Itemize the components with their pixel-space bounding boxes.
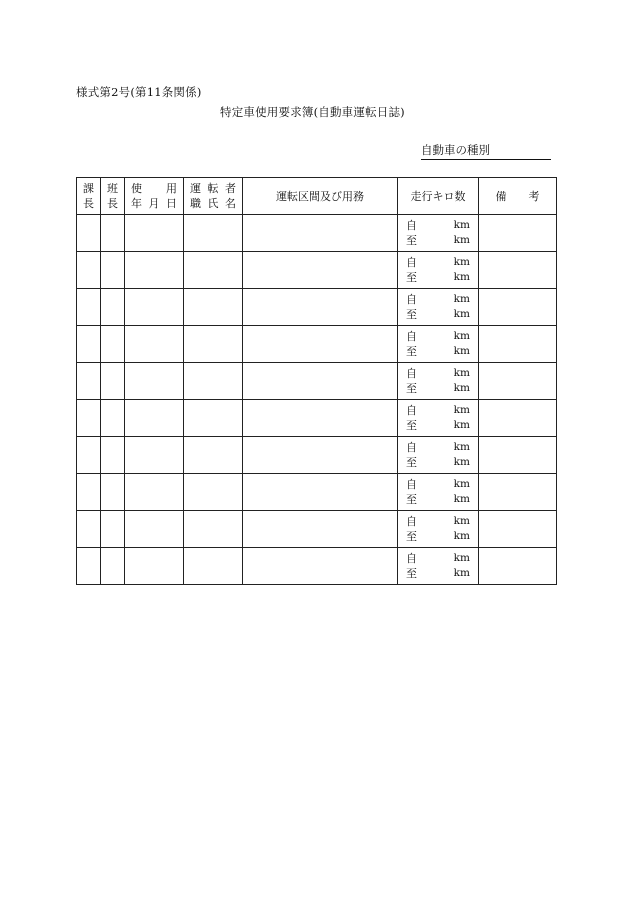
table-row <box>77 215 557 252</box>
cell-usage-date[interactable] <box>125 252 184 289</box>
cell-section-chief-seal[interactable] <box>77 215 101 252</box>
km-unit: km <box>453 330 470 342</box>
header-route-purpose: 運転区間及び用務 <box>243 178 398 215</box>
distance-from <box>406 477 470 492</box>
cell-remarks[interactable] <box>479 363 557 400</box>
cell-group-chief-seal[interactable] <box>101 215 125 252</box>
km-unit: km <box>453 256 470 268</box>
cell-route-purpose[interactable] <box>243 252 398 289</box>
distance-from-label: 自 <box>406 367 417 380</box>
cell-route-purpose[interactable] <box>243 326 398 363</box>
cell-remarks[interactable] <box>479 548 557 585</box>
cell-distance[interactable] <box>398 215 479 252</box>
cell-usage-date[interactable] <box>125 474 184 511</box>
cell-group-chief-seal[interactable] <box>101 474 125 511</box>
cell-group-chief-seal[interactable] <box>101 437 125 474</box>
distance-to-label: 至 <box>406 345 417 358</box>
cell-usage-date[interactable] <box>125 289 184 326</box>
cell-section-chief-seal[interactable] <box>77 363 101 400</box>
form-number: 様式第2号(第11条関係) <box>76 85 202 99</box>
cell-remarks[interactable] <box>479 400 557 437</box>
cell-section-chief-seal[interactable] <box>77 400 101 437</box>
cell-driver[interactable] <box>184 289 243 326</box>
vehicle-type-label: 自動車の種別 <box>421 143 490 157</box>
distance-to-label: 至 <box>406 493 417 506</box>
distance-to <box>406 418 470 433</box>
cell-group-chief-seal[interactable] <box>101 326 125 363</box>
km-unit: km <box>453 515 470 527</box>
table-header-row <box>77 178 557 215</box>
cell-driver[interactable] <box>184 326 243 363</box>
distance-to-label: 至 <box>406 234 417 247</box>
header-distance: 走行キロ数 <box>398 178 479 215</box>
cell-section-chief-seal[interactable] <box>77 252 101 289</box>
distance-to <box>406 492 470 507</box>
distance-to-label: 至 <box>406 271 417 284</box>
distance-from-label: 自 <box>406 441 417 454</box>
cell-group-chief-seal[interactable] <box>101 363 125 400</box>
distance-from-label: 自 <box>406 293 417 306</box>
km-unit: km <box>453 404 470 416</box>
vehicle-type-field[interactable] <box>421 142 551 160</box>
cell-section-chief-seal[interactable] <box>77 548 101 585</box>
km-unit: km <box>453 567 470 579</box>
cell-group-chief-seal[interactable] <box>101 400 125 437</box>
cell-usage-date[interactable] <box>125 437 184 474</box>
header-driver: 運 転 者 職 氏 名 <box>184 178 243 215</box>
cell-remarks[interactable] <box>479 326 557 363</box>
distance-to <box>406 307 470 322</box>
cell-driver[interactable] <box>184 215 243 252</box>
table-row <box>77 252 557 289</box>
cell-route-purpose[interactable] <box>243 215 398 252</box>
cell-distance[interactable] <box>398 548 479 585</box>
distance-from <box>406 514 470 529</box>
document-title: 特定車使用要求簿(自動車運転日誌) <box>220 105 405 119</box>
distance-from <box>406 218 470 233</box>
km-unit: km <box>453 530 470 542</box>
cell-distance[interactable] <box>398 511 479 548</box>
cell-distance[interactable] <box>398 474 479 511</box>
table-row <box>77 400 557 437</box>
distance-from <box>406 403 470 418</box>
cell-route-purpose[interactable] <box>243 400 398 437</box>
cell-remarks[interactable] <box>479 289 557 326</box>
cell-section-chief-seal[interactable] <box>77 437 101 474</box>
cell-usage-date[interactable] <box>125 363 184 400</box>
distance-from <box>406 255 470 270</box>
km-unit: km <box>453 493 470 505</box>
cell-distance[interactable] <box>398 363 479 400</box>
km-unit: km <box>453 382 470 394</box>
cell-driver[interactable] <box>184 437 243 474</box>
cell-remarks[interactable] <box>479 252 557 289</box>
cell-distance[interactable] <box>398 289 479 326</box>
cell-remarks[interactable] <box>479 437 557 474</box>
cell-driver[interactable] <box>184 363 243 400</box>
km-unit: km <box>453 293 470 305</box>
km-unit: km <box>453 271 470 283</box>
distance-to <box>406 455 470 470</box>
cell-remarks[interactable] <box>479 474 557 511</box>
distance-from <box>406 551 470 566</box>
header-group-chief: 班 長 <box>101 178 125 215</box>
cell-driver[interactable] <box>184 548 243 585</box>
distance-from-label: 自 <box>406 404 417 417</box>
cell-route-purpose[interactable] <box>243 548 398 585</box>
km-unit: km <box>453 367 470 379</box>
table-row <box>77 289 557 326</box>
table-row <box>77 474 557 511</box>
distance-from-label: 自 <box>406 552 417 565</box>
cell-route-purpose[interactable] <box>243 511 398 548</box>
distance-to-label: 至 <box>406 382 417 395</box>
km-unit: km <box>453 345 470 357</box>
cell-distance[interactable] <box>398 326 479 363</box>
distance-from <box>406 440 470 455</box>
cell-usage-date[interactable] <box>125 326 184 363</box>
cell-usage-date[interactable] <box>125 511 184 548</box>
distance-to <box>406 566 470 581</box>
km-unit: km <box>453 552 470 564</box>
distance-to-label: 至 <box>406 419 417 432</box>
cell-distance[interactable] <box>398 400 479 437</box>
table-row <box>77 548 557 585</box>
cell-route-purpose[interactable] <box>243 474 398 511</box>
cell-section-chief-seal[interactable] <box>77 474 101 511</box>
cell-remarks[interactable] <box>479 215 557 252</box>
table-row <box>77 363 557 400</box>
cell-usage-date[interactable] <box>125 548 184 585</box>
cell-usage-date[interactable] <box>125 400 184 437</box>
cell-section-chief-seal[interactable] <box>77 326 101 363</box>
cell-group-chief-seal[interactable] <box>101 252 125 289</box>
km-unit: km <box>453 419 470 431</box>
distance-to <box>406 233 470 248</box>
distance-from-label: 自 <box>406 219 417 232</box>
distance-to-label: 至 <box>406 456 417 469</box>
cell-driver[interactable] <box>184 252 243 289</box>
header-remarks: 備 考 <box>479 178 557 215</box>
km-unit: km <box>453 234 470 246</box>
cell-remarks[interactable] <box>479 511 557 548</box>
distance-from-label: 自 <box>406 330 417 343</box>
header-section-chief: 課 長 <box>77 178 101 215</box>
cell-section-chief-seal[interactable] <box>77 289 101 326</box>
km-unit: km <box>453 441 470 453</box>
distance-from-label: 自 <box>406 515 417 528</box>
header-usage-date: 使 用 年 月 日 <box>125 178 184 215</box>
distance-to <box>406 381 470 396</box>
cell-driver[interactable] <box>184 511 243 548</box>
cell-section-chief-seal[interactable] <box>77 511 101 548</box>
cell-route-purpose[interactable] <box>243 289 398 326</box>
table-row <box>77 511 557 548</box>
cell-route-purpose[interactable] <box>243 363 398 400</box>
cell-group-chief-seal[interactable] <box>101 548 125 585</box>
distance-from-label: 自 <box>406 478 417 491</box>
cell-distance[interactable] <box>398 252 479 289</box>
distance-to <box>406 270 470 285</box>
cell-usage-date[interactable] <box>125 215 184 252</box>
distance-from <box>406 329 470 344</box>
km-unit: km <box>453 478 470 490</box>
distance-to <box>406 344 470 359</box>
cell-route-purpose[interactable] <box>243 437 398 474</box>
table-row <box>77 326 557 363</box>
km-unit: km <box>453 219 470 231</box>
cell-group-chief-seal[interactable] <box>101 289 125 326</box>
distance-to-label: 至 <box>406 567 417 580</box>
cell-group-chief-seal[interactable] <box>101 511 125 548</box>
distance-from <box>406 292 470 307</box>
distance-to-label: 至 <box>406 530 417 543</box>
km-unit: km <box>453 308 470 320</box>
table-row <box>77 437 557 474</box>
cell-driver[interactable] <box>184 474 243 511</box>
cell-driver[interactable] <box>184 400 243 437</box>
km-unit: km <box>453 456 470 468</box>
distance-to <box>406 529 470 544</box>
distance-from <box>406 366 470 381</box>
driving-log-table <box>76 177 557 585</box>
cell-distance[interactable] <box>398 437 479 474</box>
distance-to-label: 至 <box>406 308 417 321</box>
distance-from-label: 自 <box>406 256 417 269</box>
